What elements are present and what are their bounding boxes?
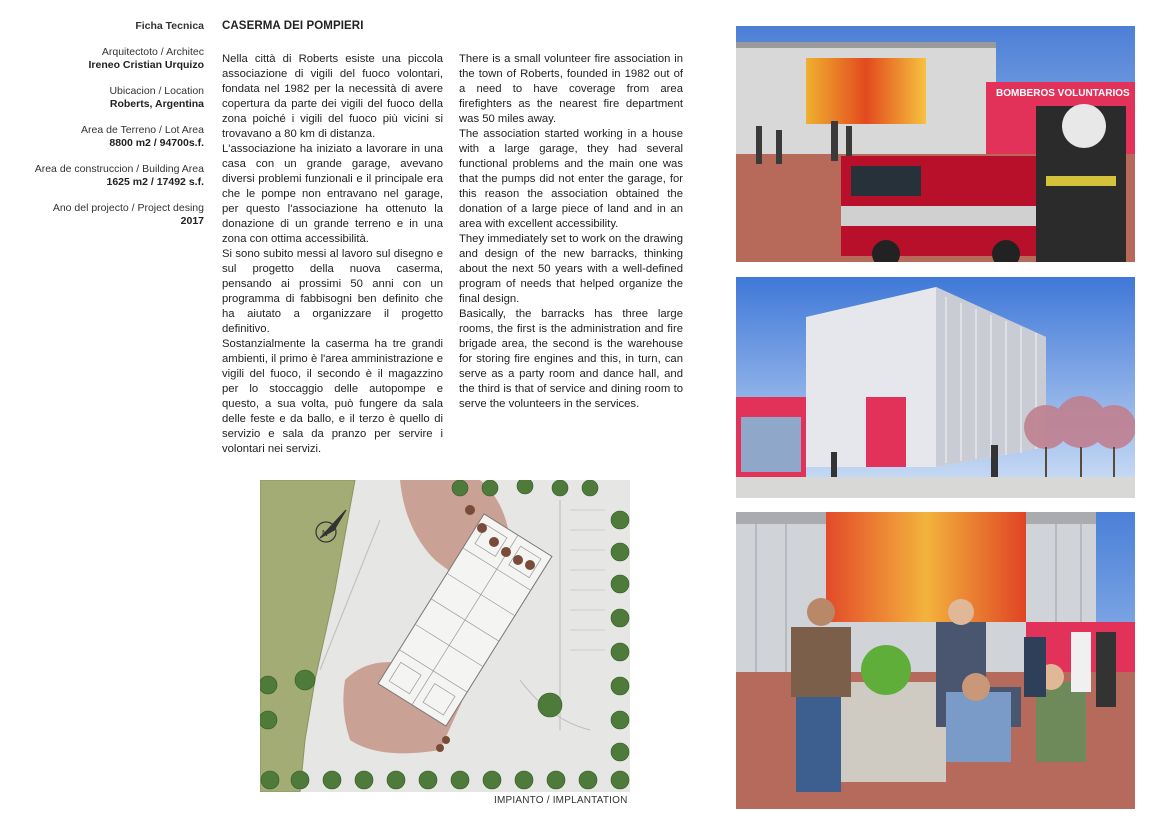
page-title: CASERMA DEI POMPIERI (222, 20, 364, 32)
italian-paragraph: Sostanzialmente la caserma ha tre grandi ambienti, il primo è l'area amministrazione e vigili del fuoco, il secondo è il magazzino per lo stoccaggio delle autopompe e questo, a sua volta, può fungere da sala delle feste e da ballo, e il terzo è quello di servizio e sala da pranzo per servire i volontari nei servizi. (222, 338, 443, 455)
english-paragraph: There is a small volunteer fire association in the town of Roberts, founded in 1982 out of a need to have coverage from area firefighters as the nearest fire department was 50 miles away. (459, 53, 683, 125)
lot-area-value: 8800 m2 / 94700s.f. (109, 137, 204, 149)
rendering-building-perspective (736, 277, 1135, 498)
site-plan-drawing (260, 480, 630, 792)
project-year-value: 2017 (180, 215, 204, 227)
english-paragraph: The association started working in a house with a large garage, they had several functional problems and the main one was that the pumps did not enter the garage, for this reason the association obtained the donation of a large piece of land and in an area with excellent accessibility. (459, 128, 683, 230)
rendering-plaza-people (736, 512, 1135, 809)
rendering-fire-truck (736, 26, 1135, 262)
italian-paragraph: L'associazione ha iniziato a lavorare in una casa con un grande garage, avevano diversi problemi funzionali e il principale era che le pompe non entravano nel garage, per questo l'associazione ha ottenuto la donazione di un grande terreno e in una zona con ottima accessibilità. (222, 143, 443, 245)
location-entry (10, 85, 204, 111)
svg-text:N: N (322, 529, 328, 538)
architect-entry (10, 46, 204, 72)
architect-label: Arquitectoto / Architec (101, 46, 204, 58)
fact-sheet (10, 20, 204, 241)
building-area-label: Area de construccion / Building Area (34, 163, 204, 175)
building-area-entry (10, 163, 204, 189)
english-paragraph: Basically, the barracks has three large rooms, the first is the administration and fire brigade area, the second is the warehouse for storing fire engines and this, in turn, can serve as a party room and dance hall, and the third is that of service and dining room to serve the volunteers in the services. (459, 308, 683, 410)
english-paragraph: They immediately set to work on the drawing and design of the new barracks, thinking about the next 50 years with a well-defined program of needs that helped organize the final design. (459, 233, 683, 305)
project-year-label: Ano del projecto / Project desing (52, 202, 204, 214)
architect-value: Ireneo Cristian Urquizo (88, 59, 204, 71)
fire-station-sign: BOMBEROS VOLUNTARIOS (996, 88, 1130, 99)
lot-area-entry (10, 124, 204, 150)
lot-area-label: Area de Terreno / Lot Area (81, 124, 204, 136)
location-label: Ubicacion / Location (109, 85, 204, 97)
fact-sheet-heading: Ficha Tecnica (135, 20, 204, 32)
english-text-column (459, 52, 683, 412)
location-value: Roberts, Argentina (109, 98, 204, 110)
italian-paragraph: Nella città di Roberts esiste una piccola associazione di vigili del fuoco volontari, fondata nel 1982 per la necessità di avere copertura da parte dei vigili del fuoco della zona poiché i vigili del fuoco più vicini si trovavano a 80 km di distanza. (222, 53, 443, 140)
project-year-entry (10, 202, 204, 228)
italian-paragraph: Si sono subito messi al lavoro sul disegno e sul progetto della nuova caserma, pensando ai prossimi 50 anni con un programma di fabbisogni ben definito che ha aiutato a organizzare il progetto definitivo. (222, 248, 443, 335)
building-area-value: 1625 m2 / 17492 s.f. (106, 176, 204, 188)
italian-text-column (222, 52, 443, 457)
plan-caption: IMPIANTO / IMPLANTATION (494, 795, 628, 806)
